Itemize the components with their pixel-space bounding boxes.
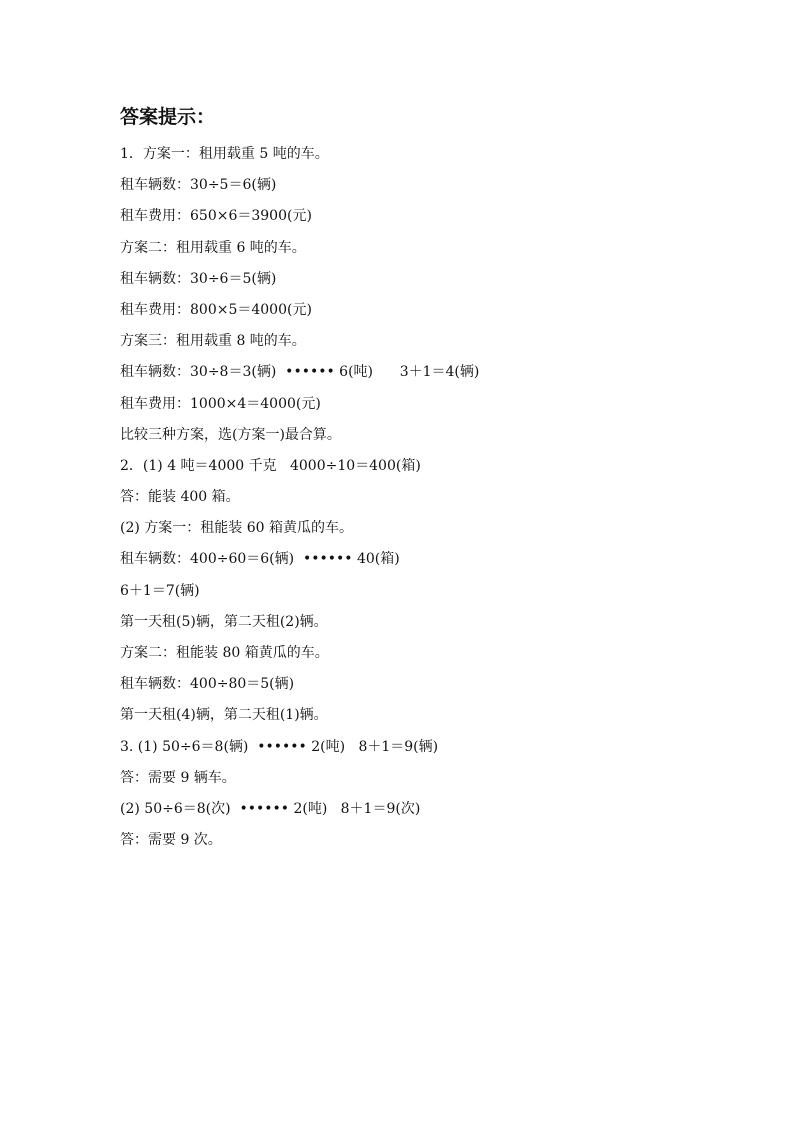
answer-line: 1．方案一：租用载重 5 吨的车。: [120, 146, 329, 162]
answer-line: 3. (1) 50÷6＝8(辆) •••••• 2(吨) 8＋1＝9(辆): [120, 738, 439, 755]
answer-line: 6＋1＝7(辆): [120, 582, 200, 599]
answer-line: 方案二：租能装 80 箱黄瓜的车。: [120, 645, 329, 661]
answer-line: 2．(1) 4 吨＝4000 千克 4000÷10＝400(箱): [120, 457, 421, 474]
answer-line: 租车费用：650×6＝3900(元): [120, 208, 312, 225]
answer-body: [120, 143, 740, 860]
answer-line: 租车辆数：400÷60＝6(辆) •••••• 40(箱): [120, 551, 400, 568]
answer-line: 答：能装 400 箱。: [120, 489, 240, 506]
answer-line: 租车辆数：30÷8＝3(辆) •••••• 6(吨) 3＋1＝4(辆): [120, 364, 480, 381]
answer-line: 比较三种方案，选(方案一)最合算。: [120, 426, 341, 443]
answer-line: (2) 50÷6＝8(次) •••••• 2(吨) 8＋1＝9(次): [120, 800, 421, 817]
answer-line: (2) 方案一：租能装 60 箱黄瓜的车。: [120, 520, 353, 537]
answer-line: 答：需要 9 辆车。: [120, 769, 236, 786]
answer-line: 租车辆数：30÷6＝5(辆): [120, 270, 277, 287]
answer-line: 租车辆数：30÷5＝6(辆): [120, 177, 277, 194]
answer-line: 租车辆数：400÷80＝5(辆): [120, 676, 295, 693]
answer-line: 租车费用：800×5＝4000(元): [120, 301, 312, 318]
answer-line: 第一天租(5)辆，第二天租(2)辆。: [120, 613, 328, 630]
answer-line: 第一天租(4)辆，第二天租(1)辆。: [120, 707, 328, 724]
answer-line: 方案二：租用载重 6 吨的车。: [120, 239, 306, 256]
answer-line: 租车费用：1000×4＝4000(元): [120, 395, 321, 412]
answer-hints-title: 答案提示：: [120, 106, 216, 128]
answer-line: 方案三：租用载重 8 吨的车。: [120, 333, 306, 350]
answer-line: 答：需要 9 次。: [120, 832, 222, 849]
